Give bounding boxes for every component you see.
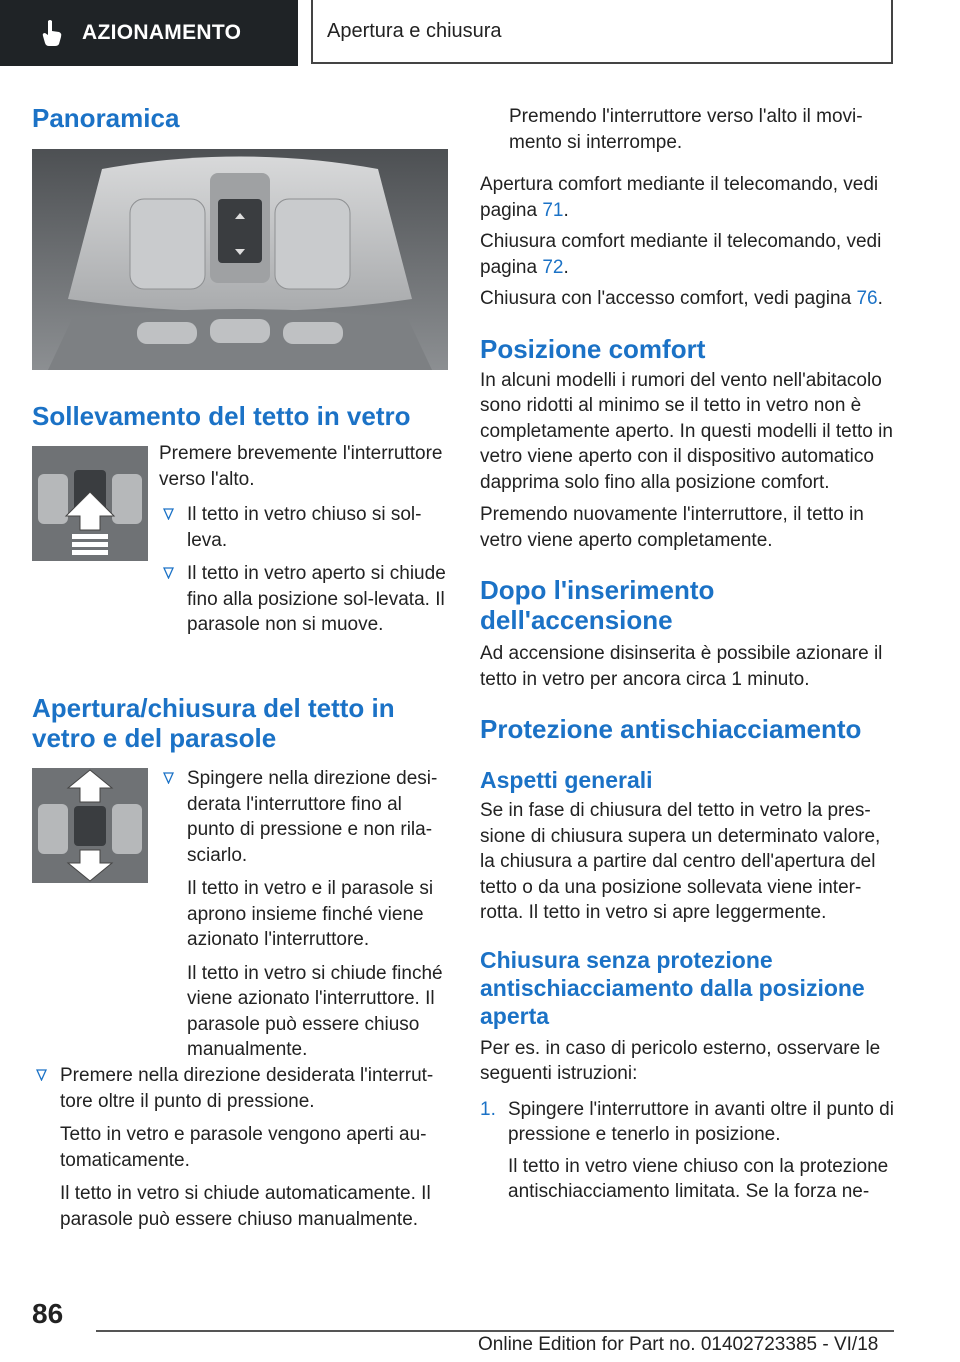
step-1-p2: Il tetto in vetro viene chiuso con la protezione antischiacciamento limitata. Se la forza ne- — [508, 1155, 889, 1202]
open-title: Apertura/chiusura del tetto in vetro e del parasole — [32, 693, 395, 753]
general-title: Aspetti generali — [480, 767, 653, 793]
comfort-open-line: Apertura comfort mediante il telecomando, vedi pagina 71. — [480, 174, 879, 221]
comfort-close-line: Chiusura comfort mediante il telecomando, vedi pagina 72. — [480, 231, 882, 278]
step-number: 1. — [480, 1098, 496, 1120]
after-ignition-text: Ad accensione disinserita è possibile azionare il tetto in vetro per ancora circa 1 minuto. — [480, 643, 883, 690]
raise-illustration — [32, 446, 148, 561]
open-text-2 — [32, 1063, 442, 1232]
list-item — [159, 561, 451, 638]
list-item — [480, 1097, 896, 1148]
no-protection-title: Chiusura senza protezione antischiacciamento dalla posizione aperta — [480, 946, 865, 1029]
edition-text: Online Edition for Part no. 01402723385 - VI/18 — [478, 1334, 879, 1355]
open-bullet-2: Premere nella direzione desiderata l'interrut-tore oltre il punto di pressione. — [60, 1065, 434, 1112]
chapter-header — [311, 0, 893, 64]
comfort-open-text: Apertura comfort mediante il telecomando, vedi pagina — [480, 174, 879, 221]
list-item — [159, 766, 451, 868]
open-close-illustration — [32, 768, 148, 883]
raise-text — [159, 441, 451, 638]
open-section — [32, 693, 432, 753]
no-protection-intro: Per es. in caso di pericolo esterno, osservare le seguenti istruzioni: — [480, 1037, 881, 1084]
list-item — [159, 502, 451, 553]
right-column — [480, 104, 896, 1205]
general-text: Se in fase di chiusura del tetto in vetro la pres-sione di chiusura supera un determinato valore, la chiusura a partire dal centro dell'apertura del tetto o da una posizione sollevata viene inter-rotta. Il tetto in vetro si apre leggermente. — [480, 800, 881, 923]
access-line: Chiusura con l'accesso comfort, vedi pagina 76. — [480, 288, 883, 309]
section-tab — [0, 0, 298, 66]
open-bullet-2-p2: Tetto in vetro e parasole vengono aperti au-tomaticamente. — [60, 1124, 427, 1171]
raise-intro: Premere brevemente l'interruttore verso l'alto. — [159, 443, 443, 490]
step-1-text: Spingere l'interruttore in avanti oltre il punto di pressione e tenerlo in posizione. — [508, 1098, 894, 1145]
open-bullet-1-p2: Il tetto in vetro e il parasole si aprono insieme finché viene azionato l'interruttore. — [187, 878, 434, 950]
open-text — [159, 766, 451, 1063]
raise-bullet-2: Il tetto in vetro aperto si chiude fino alla posizione sol-levata. Il parasole non si muove. — [187, 563, 446, 635]
triangle-bullet-icon — [163, 508, 174, 520]
chapter-title: Apertura e chiusura — [327, 19, 502, 42]
open-bullet-1-p3: Il tetto in vetro si chiude finché viene azionato l'interruttore. Il parasole può essere chiuso manualmente. — [187, 962, 443, 1060]
raise-title: Sollevamento del tetto in vetro — [32, 401, 411, 431]
after-ignition-title: Dopo l'inserimento dell'accensione — [480, 575, 715, 635]
console-illustration — [32, 149, 448, 370]
open-bullet-2-p3: Il tetto in vetro si chiude automaticamente. Il parasole può essere chiuso manualmente. — [60, 1183, 431, 1230]
raise-bullet-1: Il tetto in vetro chiuso si sol-leva. — [187, 504, 422, 551]
pinch-protection-title: Protezione antischiacciamento — [480, 714, 862, 744]
overhead-console-photo — [32, 149, 448, 370]
section-label: AZIONAMENTO — [82, 21, 242, 44]
footer-divider — [96, 1330, 894, 1332]
access-text: Chiusura con l'accesso comfort, vedi pagina — [480, 288, 852, 309]
switch-open-close-photo — [32, 768, 148, 883]
comfort-position-p2: Premendo nuovamente l'interruttore, il tetto in vetro viene aperto completamente. — [480, 504, 864, 551]
open-bullet-1: Spingere nella direzione desi-derata l'interruttore fino al punto di pressione e non rila-sciarlo. — [187, 768, 438, 866]
triangle-bullet-icon — [163, 772, 174, 784]
comfort-close-text: Chiusura comfort mediante il telecomando, vedi pagina — [480, 231, 882, 278]
triangle-bullet-icon — [36, 1069, 47, 1081]
page-link-76[interactable]: 76 — [856, 288, 878, 309]
page-link-71[interactable]: 71 — [542, 199, 564, 221]
switch-raise-photo — [32, 446, 148, 561]
continuation-text: Premendo l'interruttore verso l'alto il movi-mento si interrompe. — [509, 106, 863, 153]
page-number: 86 — [32, 1298, 64, 1329]
comfort-position-p1: In alcuni modelli i rumori del vento nell'abitacolo sono ridotti al minimo se il tetto in vetro non è completamente aperto. In questi modelli il tetto in vetro viene aperto con il dispositivo automatico dapprima solo fino alla posizione comfort. — [480, 369, 893, 493]
list-item — [32, 1063, 442, 1114]
overview-section — [32, 103, 452, 133]
overview-title: Panoramica — [32, 103, 180, 133]
hand-icon — [40, 19, 64, 47]
comfort-position-title: Posizione comfort — [480, 333, 706, 364]
page-link-72[interactable]: 72 — [542, 256, 564, 278]
raise-section — [32, 401, 452, 431]
triangle-bullet-icon — [163, 567, 174, 579]
